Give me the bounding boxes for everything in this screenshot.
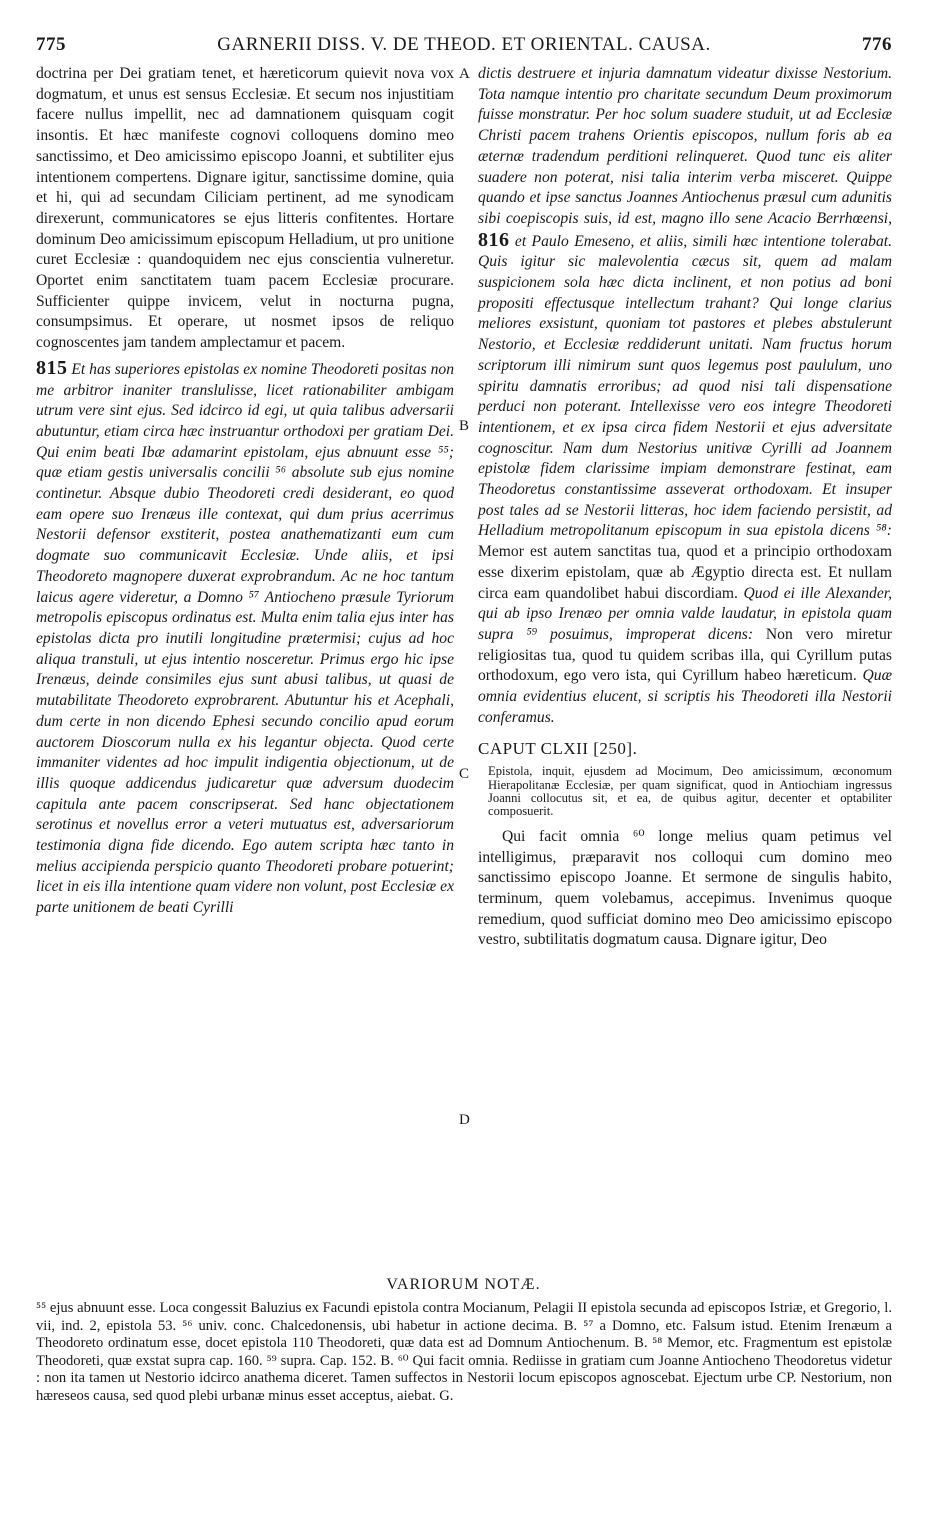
footnotes	[36, 1300, 892, 1406]
right-italic-part2: et Paulo Emeseno, et aliis, simili hæc intentione tolerabat. Quis igitur sic malevolentia cæcus sit, quem ad malam suspicionem sola hæc dicta inclinent, et non potius ad boni propositi effectusque intellectum trahant? Qui longe clarius meliores exsistunt, quoniam tot pastores et plebes abstulerunt Nestorio, et Ecclesiæ reddiderunt unitati. Nam fructus horum scriptorum illi nimirum sunt quos legemus post paululum, uno spiritu damnatis erroribus; ad quod nisi tali dispensatione perduci non poterant. Intellexisse vero eos integre Theodoreti intentionem, et ex ipsa circa fidem Nestorii et ejus adversitate cognoscitur. Nam dum Nestorius unitivæ Cyrilli ad Joannem epistolæ fidem clarissime impiam demonstrare festinat, eam Theodoretus constantissime asseverat orthodoxam. Et insuper post tales ad se Nestorii litteras, hoc idem faciendo persistit, ad Helladium metropolitanum episcopum in sua epistola dicens ⁵⁸:	[478, 232, 892, 540]
chapter-text: Qui facit omnia ⁶⁰ longe melius quam petimus vel intelligimus, præparavit nos colloqui cum domino meo sanctissimo episcopo Joanne. Et sermone de singulis habito, terminum, quem volebamus, accepimus. Invenimus quoque remedium, quod sufficiat domino meo Deo amicissimo episcopo vestro, subtilitatis dogmatum causa. Dignare igitur, Deo	[478, 827, 892, 949]
footnotes-text: ⁵⁵ ejus abnuunt esse. Loca congessit Baluzius ex Facundi epistola contra Mocianum, Pelagii II epistola secunda ad episcopos Istriæ, et Gregorio, l. vii, ind. 2, epistola 53. ⁵⁶ univ. conc. Chalcedonensis, ubi habetur in actione decima. B. ⁵⁷ a Domno, etc. Falsum istud. Etenim Irenæum a Theodoreto ordinatum esse, docet epistola 110 Theodoreti, quæ data est ad Domnum Antiochenum. B. ⁵⁸ Memor, etc. Fragmentum est epistolæ Theodoreti, quæ exstat supra cap. 160. ⁵⁹ supra. Cap. 152. B. ⁶⁰ Qui facit omnia. Rediisse in gratiam cum Joanne Antiocheno Theodoretus videtur : non ita tamen ut Nestorio idcirco anathema diceret. Tamen suffectos in Nestorii locum episcopos agnoscebat. Ejectum urbe CP. Nestorium, non hæreseos causa, sed quod plebi urbanæ minus esset acceptus, aiebat. G.	[36, 1300, 892, 1404]
page-number-right: 776	[862, 34, 892, 55]
margin-letter-d: D	[459, 1112, 470, 1128]
page-number-left: 775	[36, 34, 66, 55]
right-italic-part4: Quæ omnia evidentius elucent, si scriptis his Theodoreti illa Nestorii conferamus.	[478, 667, 892, 726]
left-italic-paragraph	[36, 358, 454, 919]
left-italic-text: Et has superiores epistolas ex nomine Theodoreti positas non me arbitror inaniter translulisse, licet rationabiliter ambigam utrum vere sint ejus. Sed idcirco id egi, ut quia talibus adversarii abutuntur, etiam circa hæc instruantur orthodoxi per gratiam Dei. Qui enim beati Ibæ adamarint epistolam, ejus abnuunt esse ⁵⁵; quæ etiam gestis universalis concilii ⁵⁶ absolute sub ejus nomine continetur. Absque dubio Theodoreti credi desiderant, eo quod eam opere suo Irenæus ille contexat, qui dum prius acerrimus Nestorii defensor exstiterit, postea anathematizanti eum cum dogmate suo communicavit Ecclesiæ. Unde aliis, et ipsi Theodoreto magnopere duxerat exprobrandum. Ac ne hoc tantum laicus agere videretur, a Domno ⁵⁷ Antiocheno præsule Tyriorum metropolis episcopus ordinatus est. Multa enim talia ejus inter has epistolas dicta pro inutili longitudine prætermisi; cujus ad hoc aliqua transtuli, ut ejus intentio nosceretur. Primus ergo hic ipse Irenæus, deinde consimiles ejus sunt abusi talibus, ut quasi de mutabilitate Theodoreto exprobrarent. Abutuntur his et Acephali, dum certe in non dicendo Ephesi secundo concilio apud eorum auctorem Dioscorum nulla ex his legantur objecta. Quod certe immaniter videntes ad hoc impulit indigentia objectionum, ut de illis quoque addicendus judicaretur quæ adversum duodecim capitula ante pacem conscripserat. Sed hanc objectationem serotinus et novellus error a veteri mutuatus est, adversariorum testimonia digna fide dicendo. Ego autem scripta hæc tanto in melius accipienda perspicio quanto Theodoreti probare potuerint; licet in eis illa intentione quam videre non volunt, post Ecclesiæ ex parte unitionem de beati Cyrilli	[36, 360, 455, 917]
margin-letter-c: C	[459, 766, 470, 782]
right-roman-quote1: Memor est autem sanctitas tua, quod et a principio orthodoxam esse dixerim epistolam, quæ ab Ægyptio directa est. Et nullam circa eam quandolibet habui discordiam.	[478, 543, 892, 602]
column-marker-816: 816	[478, 228, 510, 251]
margin-letter-a: A	[459, 66, 470, 82]
right-roman-quote2: Non vero miretur religiositas tua, quod tu quidem scribas illa, qui Cyrillum putas orthodoxum, ego vero ista, qui Cyrillum habeo hæreticum.	[478, 625, 892, 685]
page-header	[36, 34, 892, 62]
left-roman-text: doctrina per Dei gratiam tenet, et hæreticorum quievit nova vox dogmatum, et unus est sensus Ecclesiæ. Et secum nos injustitiam facere nullus impellit, nec ad damnationem quisquam cogit insontis. Et hæc manifeste cognovi colloquens domino meo sanctissimo, et Deo amicissimo episcopo Joanni, et subtiliter ejus intentionem compertens. Dignare igitur, sanctissime domine, quia et hi, qui ad secundam Ciliciam pertinent, ad me synodicam direxerunt, communicatores se ejus litteris confitentes. Hortare dominum Deo amicissimum episcopum Helladium, ut pro unitione curet Ecclesiæ : quandoquidem nec ejus conscientia vulneretur. Oportet enim sanctitatem tuam pacem Ecclesiæ procurare. Sufficienter quippe invicem, velut in nocturna pugna, consumpsimus. Et operare, ut nosmet ipsos de reliquo cognoscentes jam tandem amplectamur et pacem.	[36, 65, 454, 352]
right-column	[478, 64, 892, 951]
right-italic-part3: Quod ei ille Alexander, qui ab ipso Irenæo per omnia valde laudatur, in epistola quam supra ⁵⁹ posuimus, improperat dicens:	[478, 584, 892, 643]
notes-title: VARIORUM NOTÆ.	[386, 1276, 541, 1293]
column-marker-815: 815	[36, 356, 68, 379]
running-title: GARNERII DISS. V. DE THEOD. ET ORIENTAL. CAUSA.	[217, 34, 711, 55]
chapter-heading: CAPUT CLXII [250].	[478, 738, 638, 758]
margin-letter-b: B	[459, 418, 470, 434]
right-main-paragraph	[478, 64, 892, 729]
chapter-summary: Epistola, inquit, ejusdem ad Mocimum, Deo amicissimum, œconomum Hierapolitanæ Ecclesiæ, per quam significat, quod in Antiochiam ingressus Joanni collocutus sit, et ea, de quibus agitur, decenter et optabiliter composuerit.	[488, 764, 892, 819]
left-column	[36, 64, 454, 919]
right-italic-part1: dictis destruere et injuria damnatum videatur dixisse Nestorium. Tota namque intentio pro charitate secundum Deum proximorum fuisse monstratur. Per hoc solum suadere studuit, ut ad Ecclesiæ Christi pacem trahens Orientis episcopos, nullum foris ab ea æternæ tradendum perditioni relinqueret. Quod tunc eis aliter suadere non poterat, nisi talia interim verba misceret. Quippe quando et ipse sanctus Joannes Antiochenus præsul cum adunitis sibi coepiscopis suis, id est, magno illo sene Acacio Berrhœensi,	[478, 65, 892, 227]
